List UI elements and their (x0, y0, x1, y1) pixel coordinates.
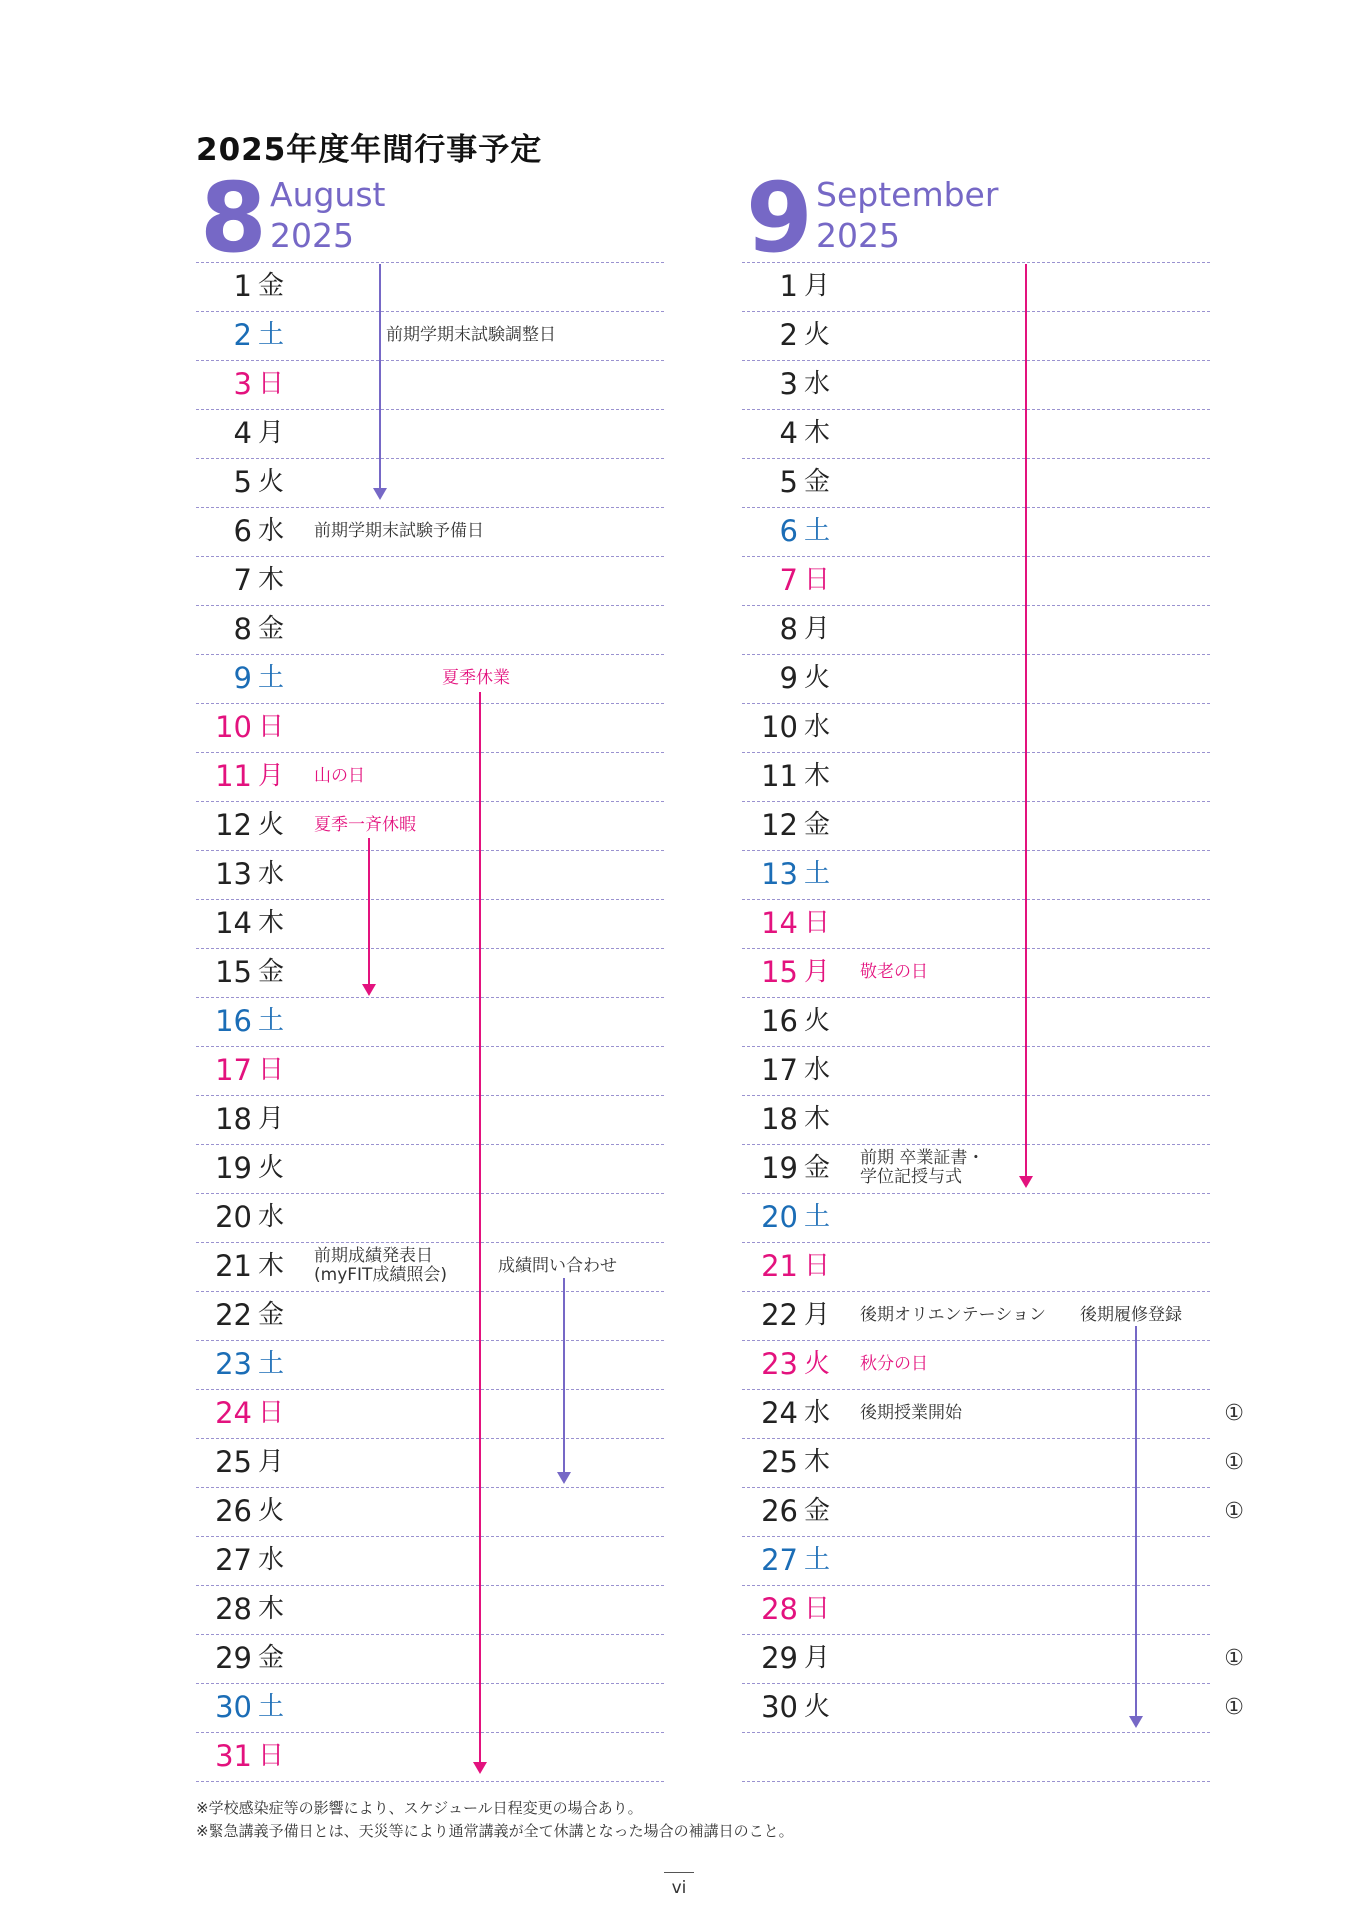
day-number: 29 (761, 1641, 798, 1675)
month-name-block (270, 174, 385, 257)
day-row (742, 1585, 1210, 1634)
day-number: 2 (233, 318, 252, 352)
day-row (742, 1193, 1210, 1242)
day-number: 21 (215, 1249, 252, 1283)
event-label: 敬老の日 (860, 962, 928, 982)
day-row (196, 311, 664, 360)
event-label: 前期 卒業証書・ 学位記授与式 (860, 1148, 985, 1187)
day-number: 31 (215, 1739, 252, 1773)
day-number: 21 (761, 1249, 798, 1283)
event-label: 夏季休業 (442, 668, 510, 688)
day-number: 3 (233, 367, 252, 401)
weekday: 金 (804, 467, 831, 497)
page-title: 2025年度年間行事予定 (196, 132, 543, 168)
day-number: 22 (761, 1298, 798, 1332)
day-number: 14 (215, 906, 252, 940)
weekday: 月 (258, 418, 285, 448)
row-divider (742, 1732, 1210, 1733)
day-row (742, 360, 1210, 409)
day-row (742, 1634, 1244, 1683)
weekday: 月 (804, 614, 831, 644)
weekday: 水 (258, 1202, 285, 1232)
day-number: 12 (215, 808, 252, 842)
day-number: 17 (215, 1053, 252, 1087)
day-row (196, 458, 664, 507)
day-number: 14 (761, 906, 798, 940)
weekday: 火 (258, 810, 285, 840)
weekday: 水 (804, 1398, 831, 1428)
day-number: 7 (233, 563, 252, 597)
weekday: 木 (258, 565, 285, 595)
day-row (742, 1144, 1210, 1193)
day-row (742, 409, 1210, 458)
weekday: 火 (804, 320, 831, 350)
event-label: 夏季一斉休暇 (314, 815, 416, 835)
weekday: 土 (258, 1349, 285, 1379)
weekday: 土 (804, 1202, 831, 1232)
day-number: 18 (215, 1102, 252, 1136)
weekday: 木 (258, 1251, 285, 1281)
weekday: 金 (258, 1300, 285, 1330)
day-number: 8 (233, 612, 252, 646)
day-number: 13 (215, 857, 252, 891)
day-number: 13 (761, 857, 798, 891)
weekday: 火 (258, 467, 285, 497)
day-number: 4 (233, 416, 252, 450)
month-number: 8 (200, 162, 267, 274)
row-divider (196, 1781, 664, 1782)
day-row (196, 948, 664, 997)
day-number: 27 (215, 1543, 252, 1577)
day-row (742, 997, 1210, 1046)
day-row (742, 1438, 1244, 1487)
day-row (742, 507, 1210, 556)
weekday: 日 (804, 908, 831, 938)
weekday: 金 (804, 1496, 831, 1526)
event-label-secondary: 成績問い合わせ (498, 1256, 617, 1276)
day-row (742, 1242, 1210, 1291)
row-divider (742, 1781, 1210, 1782)
weekday: 土 (258, 1692, 285, 1722)
day-number: 15 (761, 955, 798, 989)
circled-one-mark: ① (1224, 1499, 1244, 1524)
weekday: 金 (804, 810, 831, 840)
weekday: 火 (804, 1006, 831, 1036)
month-year: 2025 (270, 216, 354, 256)
day-number: 10 (215, 710, 252, 744)
day-row (196, 262, 664, 311)
day-row (196, 409, 664, 458)
day-number: 23 (761, 1347, 798, 1381)
event-label-secondary: 後期履修登録 (1080, 1305, 1182, 1325)
weekday: 水 (258, 859, 285, 889)
event-label: 前期学期末試験調整日 (386, 325, 556, 345)
day-number: 22 (215, 1298, 252, 1332)
weekday: 土 (258, 663, 285, 693)
day-number: 3 (779, 367, 798, 401)
event-label: 前期成績発表日 (myFIT成績照会) (314, 1246, 448, 1285)
day-row (742, 1095, 1210, 1144)
page-number-rule (664, 1872, 694, 1873)
weekday: 火 (804, 1692, 831, 1722)
day-number: 1 (779, 269, 798, 303)
weekday: 土 (258, 320, 285, 350)
weekday: 日 (258, 1055, 285, 1085)
weekday: 水 (258, 1545, 285, 1575)
month-name: August (270, 175, 386, 214)
day-row (196, 1732, 664, 1781)
weekday: 土 (804, 1545, 831, 1575)
day-number: 5 (779, 465, 798, 499)
day-number: 4 (779, 416, 798, 450)
day-row (742, 458, 1210, 507)
day-row (742, 262, 1210, 311)
day-row (196, 1193, 664, 1242)
circled-one-mark: ① (1224, 1695, 1244, 1720)
day-number: 2 (779, 318, 798, 352)
day-number: 20 (761, 1200, 798, 1234)
day-number: 25 (761, 1445, 798, 1479)
weekday: 日 (804, 1594, 831, 1624)
day-number: 28 (215, 1592, 252, 1626)
day-row (196, 1634, 664, 1683)
day-number: 15 (215, 955, 252, 989)
day-row (742, 556, 1210, 605)
weekday: 火 (804, 663, 831, 693)
day-number: 30 (215, 1690, 252, 1724)
registration-arrow (1135, 1326, 1137, 1718)
day-number: 26 (215, 1494, 252, 1528)
weekday: 火 (258, 1496, 285, 1526)
day-number: 6 (779, 514, 798, 548)
day-row (196, 605, 664, 654)
day-number: 16 (761, 1004, 798, 1038)
day-row (742, 1046, 1210, 1095)
circled-one-mark: ① (1224, 1450, 1244, 1475)
exam-adjust-arrow (379, 264, 381, 490)
day-row (196, 360, 664, 409)
weekday: 月 (804, 1643, 831, 1673)
weekday: 土 (804, 859, 831, 889)
day-row (196, 703, 664, 752)
day-number: 9 (779, 661, 798, 695)
day-row (742, 1291, 1210, 1340)
day-row (742, 752, 1210, 801)
weekday: 土 (258, 1006, 285, 1036)
weekday: 日 (258, 369, 285, 399)
weekday: 水 (804, 1055, 831, 1085)
month-number: 9 (746, 162, 813, 274)
weekday: 木 (258, 1594, 285, 1624)
month-year: 2025 (816, 216, 900, 256)
day-row (742, 801, 1210, 850)
weekday: 木 (804, 418, 831, 448)
month-name: September (816, 175, 999, 214)
september-break-arrow (1025, 264, 1027, 1178)
circled-one-mark: ① (1224, 1646, 1244, 1671)
day-number: 20 (215, 1200, 252, 1234)
day-row (196, 556, 664, 605)
weekday: 水 (258, 516, 285, 546)
page-number: vi (671, 1878, 687, 1898)
day-row (742, 654, 1210, 703)
day-row (742, 311, 1210, 360)
weekday: 木 (804, 1447, 831, 1477)
weekday: 水 (804, 712, 831, 742)
event-label: 前期学期末試験予備日 (314, 521, 484, 541)
day-number: 8 (779, 612, 798, 646)
day-number: 30 (761, 1690, 798, 1724)
day-row (196, 1242, 664, 1291)
weekday: 日 (804, 1251, 831, 1281)
day-row (196, 997, 664, 1046)
day-number: 29 (215, 1641, 252, 1675)
circled-one-mark: ① (1224, 1401, 1244, 1426)
day-row (742, 948, 1210, 997)
day-row (196, 1046, 664, 1095)
day-row (196, 1144, 664, 1193)
event-label: 秋分の日 (860, 1354, 928, 1374)
day-number: 5 (233, 465, 252, 499)
weekday: 日 (258, 1398, 285, 1428)
day-row (196, 1291, 664, 1340)
weekday: 日 (258, 1741, 285, 1771)
day-row (742, 1389, 1244, 1438)
weekday: 金 (258, 957, 285, 987)
day-number: 16 (215, 1004, 252, 1038)
day-number: 24 (215, 1396, 252, 1430)
day-row (196, 1536, 664, 1585)
day-number: 19 (761, 1151, 798, 1185)
weekday: 月 (258, 761, 285, 791)
weekday: 月 (804, 1300, 831, 1330)
day-row (196, 507, 664, 556)
day-number: 11 (761, 759, 798, 793)
weekday: 月 (804, 957, 831, 987)
day-number: 7 (779, 563, 798, 597)
day-row (742, 899, 1210, 948)
summer-holiday-arrow (368, 838, 370, 986)
day-number: 6 (233, 514, 252, 548)
event-label: 後期オリエンテーション (860, 1305, 1046, 1325)
day-number: 25 (215, 1445, 252, 1479)
event-label: 山の日 (314, 766, 365, 786)
day-number: 23 (215, 1347, 252, 1381)
day-number: 12 (761, 808, 798, 842)
day-row (196, 801, 664, 850)
day-row (742, 1536, 1210, 1585)
day-row (742, 1487, 1244, 1536)
day-number: 1 (233, 269, 252, 303)
footnote: ※学校感染症等の影響により、スケジュール日程変更の場合あり。 (196, 1799, 643, 1817)
day-row (196, 1340, 664, 1389)
weekday: 金 (258, 614, 285, 644)
day-number: 26 (761, 1494, 798, 1528)
day-row (742, 605, 1210, 654)
weekday: 日 (804, 565, 831, 595)
day-number: 19 (215, 1151, 252, 1185)
weekday: 木 (258, 908, 285, 938)
month-name-block (816, 174, 998, 257)
day-row (196, 850, 664, 899)
weekday: 月 (258, 1104, 285, 1134)
day-row (196, 1487, 664, 1536)
day-number: 9 (233, 661, 252, 695)
day-number: 24 (761, 1396, 798, 1430)
day-row (196, 654, 664, 703)
day-row (196, 1095, 664, 1144)
summer-break-arrow (479, 692, 481, 1764)
day-row (742, 850, 1210, 899)
weekday: 火 (258, 1153, 285, 1183)
day-number: 11 (215, 759, 252, 793)
weekday: 火 (804, 1349, 831, 1379)
weekday: 木 (804, 1104, 831, 1134)
day-row (196, 899, 664, 948)
weekday: 月 (258, 1447, 285, 1477)
footnote: ※緊急講義予備日とは、天災等により通常講義が全て休講となった場合の補講日のこと。 (196, 1822, 794, 1840)
event-label: 後期授業開始 (860, 1403, 962, 1423)
day-row (196, 1389, 664, 1438)
day-row (196, 1683, 664, 1732)
day-number: 10 (761, 710, 798, 744)
grade-inquiry-arrow (563, 1278, 565, 1474)
day-row (196, 1585, 664, 1634)
weekday: 土 (804, 516, 831, 546)
day-row (742, 1340, 1210, 1389)
weekday: 月 (804, 271, 831, 301)
weekday: 日 (258, 712, 285, 742)
day-number: 18 (761, 1102, 798, 1136)
weekday: 木 (804, 761, 831, 791)
day-number: 17 (761, 1053, 798, 1087)
weekday: 金 (804, 1153, 831, 1183)
day-number: 28 (761, 1592, 798, 1626)
footnotes (196, 1797, 794, 1843)
day-row (196, 752, 664, 801)
day-row (742, 703, 1210, 752)
weekday: 水 (804, 369, 831, 399)
day-number: 27 (761, 1543, 798, 1577)
day-row (196, 1438, 664, 1487)
weekday: 金 (258, 271, 285, 301)
weekday: 金 (258, 1643, 285, 1673)
